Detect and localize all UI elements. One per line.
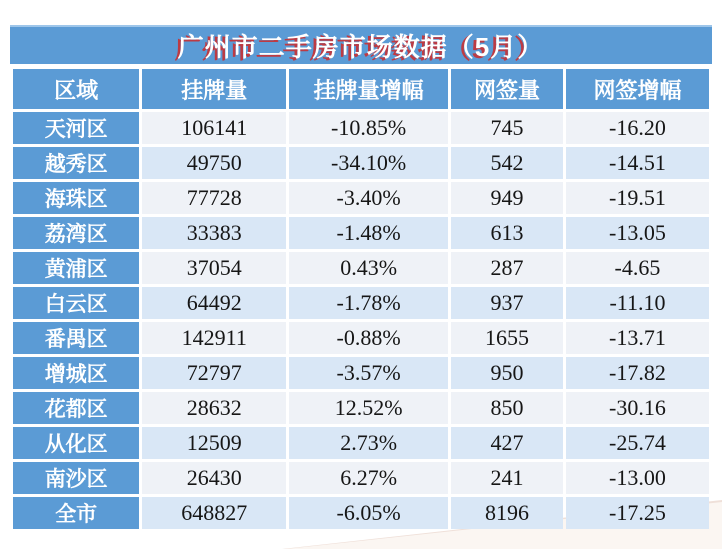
value-cell: 2.73% xyxy=(289,427,448,459)
district-name-cell: 花都区 xyxy=(13,392,139,424)
housing-data-table xyxy=(10,66,712,532)
district-name-cell: 天河区 xyxy=(13,112,139,144)
value-cell: -0.88% xyxy=(289,322,448,354)
district-name-cell: 增城区 xyxy=(13,357,139,389)
value-cell: 26430 xyxy=(142,462,286,494)
value-cell: 77728 xyxy=(142,182,286,214)
table-row xyxy=(13,427,709,459)
table-row xyxy=(13,322,709,354)
value-cell: -17.25 xyxy=(566,497,709,529)
district-name-cell: 海珠区 xyxy=(13,182,139,214)
column-header: 网签量 xyxy=(451,69,563,109)
table-row xyxy=(13,462,709,494)
value-cell: 106141 xyxy=(142,112,286,144)
value-cell: 241 xyxy=(451,462,563,494)
value-cell: -11.10 xyxy=(566,287,709,319)
value-cell: 613 xyxy=(451,217,563,249)
value-cell: 49750 xyxy=(142,147,286,179)
table-row xyxy=(13,497,709,529)
district-name-cell: 南沙区 xyxy=(13,462,139,494)
district-name-cell: 番禺区 xyxy=(13,322,139,354)
page-title: 广州市二手房市场数据（5月） xyxy=(10,25,712,64)
district-name-cell: 黄浦区 xyxy=(13,252,139,284)
value-cell: -19.51 xyxy=(566,182,709,214)
value-cell: -13.05 xyxy=(566,217,709,249)
table-row xyxy=(13,392,709,424)
value-cell: -34.10% xyxy=(289,147,448,179)
value-cell: 937 xyxy=(451,287,563,319)
table-row xyxy=(13,217,709,249)
value-cell: -17.82 xyxy=(566,357,709,389)
value-cell: 6.27% xyxy=(289,462,448,494)
table-row xyxy=(13,182,709,214)
value-cell: -3.57% xyxy=(289,357,448,389)
value-cell: 427 xyxy=(451,427,563,459)
value-cell: 142911 xyxy=(142,322,286,354)
value-cell: 37054 xyxy=(142,252,286,284)
value-cell: 64492 xyxy=(142,287,286,319)
value-cell: 542 xyxy=(451,147,563,179)
value-cell: -16.20 xyxy=(566,112,709,144)
table-row xyxy=(13,287,709,319)
district-name-cell: 全市 xyxy=(13,497,139,529)
value-cell: 1655 xyxy=(451,322,563,354)
value-cell: 0.43% xyxy=(289,252,448,284)
value-cell: -13.00 xyxy=(566,462,709,494)
value-cell: -10.85% xyxy=(289,112,448,144)
column-header: 区域 xyxy=(13,69,139,109)
value-cell: -1.48% xyxy=(289,217,448,249)
table-row xyxy=(13,357,709,389)
value-cell: -1.78% xyxy=(289,287,448,319)
column-header: 网签增幅 xyxy=(566,69,709,109)
value-cell: 745 xyxy=(451,112,563,144)
value-cell: 850 xyxy=(451,392,563,424)
value-cell: 12.52% xyxy=(289,392,448,424)
district-name-cell: 荔湾区 xyxy=(13,217,139,249)
value-cell: 28632 xyxy=(142,392,286,424)
value-cell: -30.16 xyxy=(566,392,709,424)
column-header: 挂牌量增幅 xyxy=(289,69,448,109)
market-data-board xyxy=(10,25,712,532)
district-name-cell: 越秀区 xyxy=(13,147,139,179)
value-cell: 287 xyxy=(451,252,563,284)
value-cell: -13.71 xyxy=(566,322,709,354)
column-header: 挂牌量 xyxy=(142,69,286,109)
value-cell: -3.40% xyxy=(289,182,448,214)
table-row xyxy=(13,112,709,144)
district-name-cell: 白云区 xyxy=(13,287,139,319)
table-header xyxy=(13,69,709,109)
value-cell: 8196 xyxy=(451,497,563,529)
value-cell: -25.74 xyxy=(566,427,709,459)
district-name-cell: 从化区 xyxy=(13,427,139,459)
value-cell: -14.51 xyxy=(566,147,709,179)
value-cell: 72797 xyxy=(142,357,286,389)
table-row xyxy=(13,252,709,284)
value-cell: 648827 xyxy=(142,497,286,529)
table-body xyxy=(13,112,709,529)
header-row xyxy=(13,69,709,109)
table-row xyxy=(13,147,709,179)
value-cell: -4.65 xyxy=(566,252,709,284)
value-cell: 12509 xyxy=(142,427,286,459)
value-cell: 949 xyxy=(451,182,563,214)
value-cell: 33383 xyxy=(142,217,286,249)
value-cell: -6.05% xyxy=(289,497,448,529)
value-cell: 950 xyxy=(451,357,563,389)
